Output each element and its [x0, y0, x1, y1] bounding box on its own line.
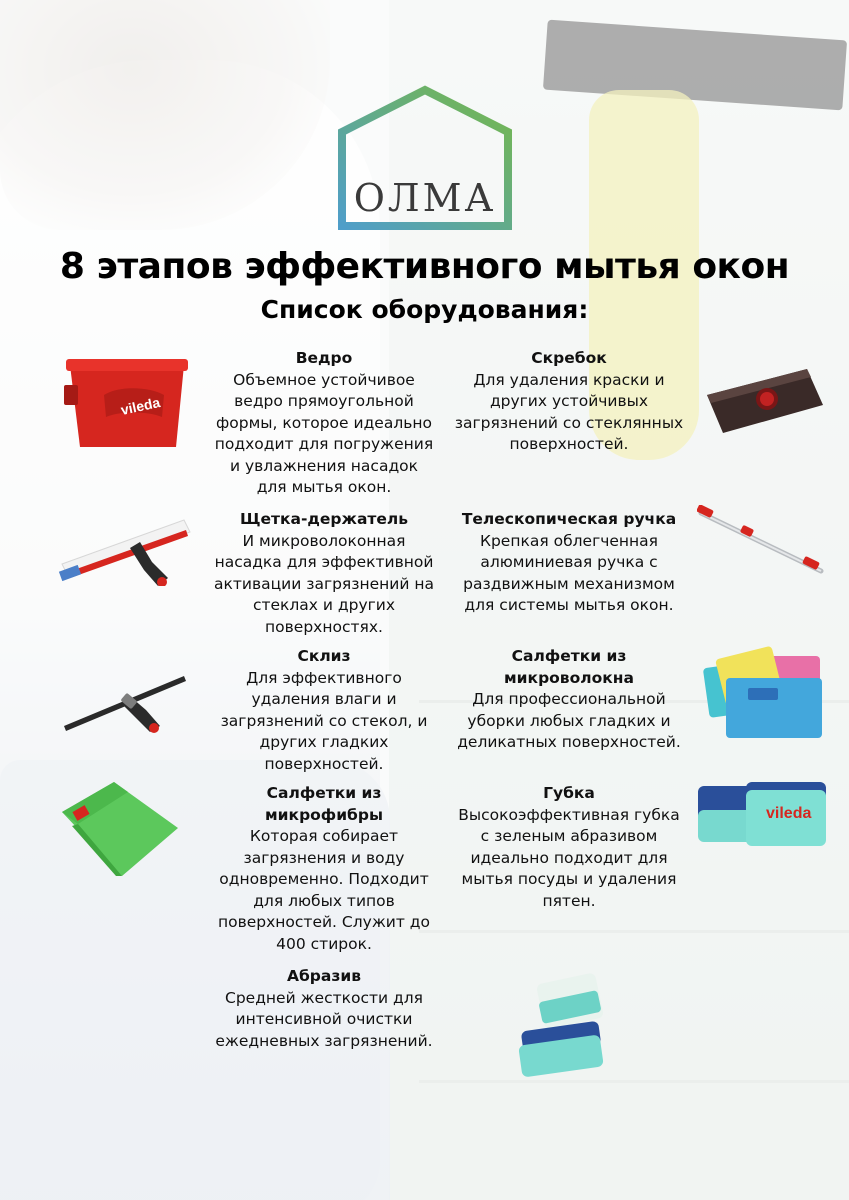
abrasive-pads-icon [514, 970, 612, 1082]
scraper-icon [703, 365, 827, 437]
sponge-icon [696, 780, 828, 852]
item-description: И микроволоконная насадка для эффективной активации загрязнений на стеклах и других поверхностях. [213, 531, 435, 636]
applicator-brush-icon [58, 512, 196, 586]
olma-logo [337, 84, 513, 230]
item-description: Для профессиональной уборки любых гладких и деликатных поверхностей. [457, 690, 681, 751]
microfiber-cloths-icon [698, 644, 828, 742]
item-description: Для удаления краски и других устойчивых загрязнений со стеклянных поверхностей. [454, 370, 684, 453]
page-subtitle: Список оборудования: [260, 295, 589, 324]
item-name: Абразив [286, 967, 362, 985]
item-description: Объемное устойчивое ведро прямоугольной формы, которое идеально подходит для погружения и увлажнения насадок для мытья окон. [214, 370, 434, 496]
equipment-item [213, 646, 435, 775]
svg-text:vileda: vileda [119, 394, 162, 418]
equipment-item [213, 348, 435, 499]
item-name: Склиз [297, 647, 351, 665]
item-name: Губка [543, 784, 595, 802]
item-name: Салфетки из микрофибры [265, 784, 383, 824]
equipment-item [452, 783, 686, 912]
item-description: Которая собирает загрязнения и воду одновременно. Подходит для любых типов поверхностей. Служит до 400 стирок. [217, 827, 431, 953]
svg-text:vileda: vileda [766, 805, 812, 822]
item-name: Щетка-держатель [239, 510, 409, 528]
equipment-item [452, 348, 686, 456]
equipment-item [452, 646, 686, 754]
red-bucket-icon [64, 355, 190, 453]
item-description: Средней жесткости для интенсивной очистки ежедневных загрязнений. [215, 988, 433, 1050]
item-name: Салфетки из микроволокна [504, 647, 634, 687]
equipment-item [213, 509, 435, 638]
brand-name: ОЛМА [353, 176, 497, 220]
item-description: Для эффективного удаления влаги и загрязнений со стекол, и других гладких поверхностей. [220, 668, 428, 773]
equipment-item [213, 966, 435, 1052]
telescopic-pole-icon [697, 505, 827, 577]
item-name: Ведро [295, 349, 353, 367]
item-description: Крепкая облегченная алюминиевая ручка с раздвижным механизмом для системы мытья окон. [463, 531, 675, 614]
equipment-item [213, 783, 435, 955]
item-name: Телескопическая ручка [461, 510, 677, 528]
squeegee-icon [62, 668, 188, 738]
green-cloth-icon [58, 780, 180, 878]
equipment-item [452, 509, 686, 617]
page-title: 8 этапов эффективного мытья окон [59, 246, 790, 287]
item-description: Высокоэффективная губка с зеленым абразивом идеально подходит для мытья посуды и удаления пятен. [458, 805, 680, 910]
item-name: Скребок [531, 349, 607, 367]
